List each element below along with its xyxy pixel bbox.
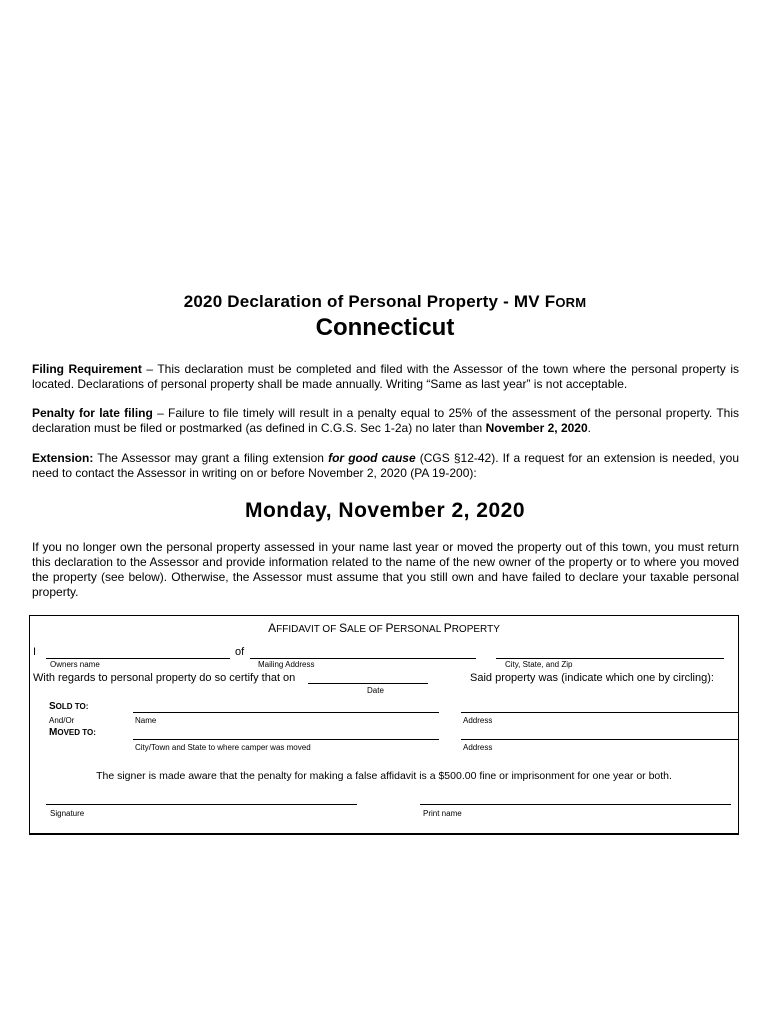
date-caption: Date <box>367 686 384 695</box>
deadline-heading: Monday, November 2, 2020 <box>244 499 526 522</box>
said-property-text: Said property was (indicate which one by circling): <box>470 672 714 684</box>
address-caption-2: Address <box>463 743 493 752</box>
mailing-address-caption: Mailing Address <box>258 660 315 669</box>
penalty-deadline-date: November 2, 2020 <box>485 421 588 435</box>
and-or-caption: And/Or <box>49 716 75 725</box>
mailing-address-field[interactable] <box>250 658 476 659</box>
address-caption-1: Address <box>463 716 493 725</box>
moved-to-city-field[interactable] <box>133 739 439 740</box>
penalty-paragraph: Penalty for late filing – Failure to file timely will result in a penalty equal to 25% of the assessment of the personal property. This declaration must be filed or postmarked (as defined in C.G.S. Sec 1-2a) no later than November 2, 2020. <box>32 406 739 435</box>
penalty-label: Penalty for late filing <box>32 406 153 420</box>
city-state-zip-caption: City, State, and Zip <box>505 660 573 669</box>
of-label: of <box>235 646 245 658</box>
signature-caption: Signature <box>50 809 85 818</box>
sold-to-address-field[interactable] <box>461 712 739 713</box>
moved-to-address-field[interactable] <box>461 739 739 740</box>
filing-requirement-label: Filing Requirement <box>32 362 142 376</box>
extension-label: Extension: <box>32 451 94 465</box>
print-name-field[interactable] <box>420 804 731 805</box>
signer-notice: The signer is made aware that the penalty for making a false affidavit is a $500.00 fine or imprisonment for one year or both. <box>96 770 672 782</box>
sold-to-option[interactable]: SOLD TO: <box>49 701 89 712</box>
date-field[interactable] <box>308 683 428 684</box>
state-heading: Connecticut <box>315 314 455 341</box>
filing-requirement-paragraph: Filing Requirement – This declaration must be completed and filed with the Assessor of the town where the personal property is located. Declarations of personal property shall be made annually. Writing “Same as last year” is not acceptable. <box>32 362 739 391</box>
signature-field[interactable] <box>46 804 357 805</box>
affidavit-title: AFFIDAVIT OF SALE OF PERSONAL PROPERTY <box>268 621 500 635</box>
name-caption: Name <box>135 716 157 725</box>
affidavit-box <box>29 615 739 835</box>
certify-text: With regards to personal property do so certify that on <box>33 672 296 684</box>
sold-to-name-field[interactable] <box>133 712 439 713</box>
i-label: I <box>33 646 37 658</box>
print-name-caption: Print name <box>423 809 462 818</box>
owners-name-field[interactable] <box>46 658 230 659</box>
notice-paragraph: If you no longer own the personal property assessed in your name last year or moved the property out of this town, you must return this declaration to the Assessor and provide information related to the name of the new owner of the property or to where you moved the property (see below). Otherwise, the Assessor must assume that you still own and have failed to declare your taxable personal property. <box>32 540 739 599</box>
extension-paragraph: Extension: The Assessor may grant a filing extension for good cause (CGS §12-42). If a request for an extension is needed, you need to contact the Assessor in writing on or before November 2, 2020 (PA 19-200): <box>32 451 739 480</box>
moved-to-option[interactable]: MOVED TO: <box>49 727 96 738</box>
city-state-zip-field[interactable] <box>496 658 724 659</box>
owners-name-caption: Owners name <box>50 660 100 669</box>
good-cause-emphasis: for good cause <box>328 451 416 465</box>
form-title: 2020 Declaration of Personal Property - MV FORM <box>183 292 587 311</box>
city-town-caption: City/Town and State to where camper was moved <box>135 743 311 752</box>
